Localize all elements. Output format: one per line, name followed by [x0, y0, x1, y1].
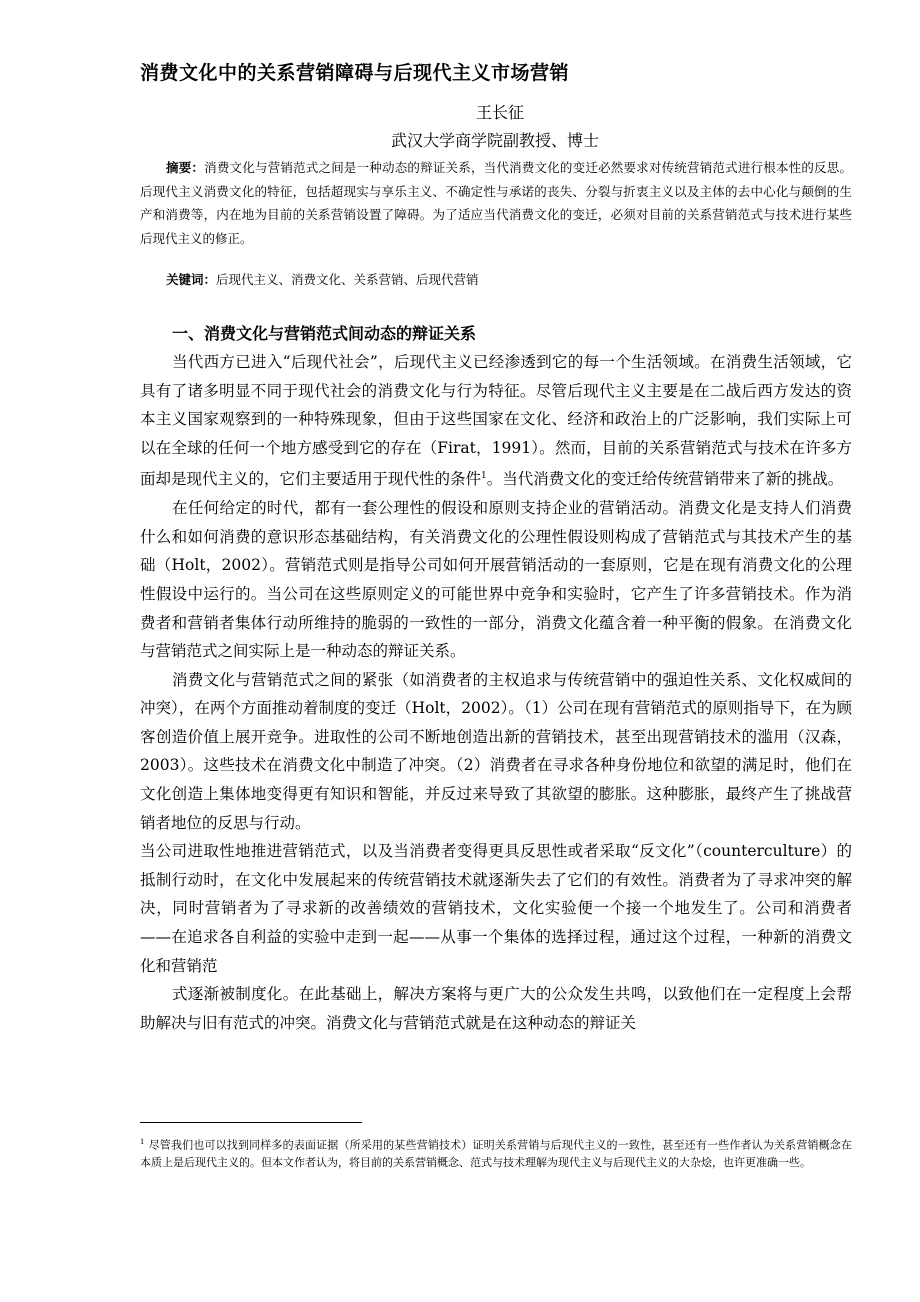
footnote-mark: 1: [140, 1138, 145, 1146]
footnote-text: 尽管我们也可以找到同样多的表面证据（所采用的某些营销技术）证明关系营销与后现代主义的一致性，甚至还有一些作者认为关系营销概念在本质上是后现代主义的。但本文作者认为，将目前的关系营销概念、范式与技术理解为现代主义与后现代主义的大杂烩，也许更准确一些。: [140, 1138, 852, 1170]
author-affiliation: 武汉大学商学院副教授、博士: [390, 131, 599, 150]
abstract-label: 摘要：: [166, 160, 205, 175]
section-heading: 一、消费文化与营销范式间动态的辩证关系: [172, 324, 477, 343]
keywords-text: 后现代主义、消费文化、关系营销、后现代营销: [216, 272, 479, 287]
paragraph-2: 在任何给定的时代，都有一套公理性的假设和原则支持企业的营销活动。消费文化是支持人们消费什么和如何消费的意识形态基础结构，有关消费文化的公理性假设则构成了营销范式与其技术产生的基础（Holt，2002）。营销范式则是指导公司如何开展营销活动的一套原则，它是在现有消费文化的公理性假设中运行的。当公司在这些原则定义的可能世界中竞争和实验时，它产生了许多营销技术。作为消费者和营销者集体行动所维持的脆弱的一致性的一部分，消费文化蕴含着一种平衡的假象。在消费文化与营销范式之间实际上是一种动态的辩证关系。: [140, 499, 852, 661]
paragraph-1: [140, 348, 852, 494]
paragraph-4: 当公司进取性地推进营销范式，以及当消费者变得更具反思性或者采取“反文化”（counterculture）的抵制行动时，在文化中发展起来的传统营销技术就逐渐失去了它们的有效性。消费者为了寻求冲突的解决，同时营销者为了寻求新的改善绩效的营销技术，文化实验便一个接一个地发生了。公司和消费者——在追求各自利益的实验中走到一起——从事一个集体的选择过程，通过这个过程，一种新的消费文化和营销范: [140, 842, 852, 975]
body-text: [140, 348, 852, 1037]
abstract-text: 消费文化与营销范式之间是一种动态的辩证关系，当代消费文化的变迁必然要求对传统营销范式进行根本性的反思。后现代主义消费文化的特征，包括超现实与享乐主义、不确定性与承诺的丧失、分裂与折衷主义以及主体的去中心化与颠倒的生产和消费等，内在地为目前的关系营销设置了障碍。为了适应当代消费文化的变迁，必须对目前的关系营销范式与技术进行某些后现代主义的修正。: [140, 160, 852, 246]
paragraph-1-text-a: 当代西方已进入“后现代社会”，后现代主义已经渗透到它的每一个生活领域。在消费生活领域，它具有了诸多明显不同于现代社会的消费文化与行为特征。尽管后现代主义主要是在二战后西方发达的资本主义国家观察到的一种特殊现象，但由于这些国家在文化、经济和政治上的广泛影响，我们实际上可以在全球的任何一个地方感受到它的存在（Firat，1991）。然而，目前的关系营销范式与技术在许多方面却是现代主义的，它们主要适用于现代性的条件: [140, 353, 852, 489]
keywords: [166, 270, 479, 288]
footnote: [140, 1134, 852, 1172]
footnote-divider: [140, 1122, 362, 1123]
paragraph-3: 消费文化与营销范式之间的紧张（如消费者的主权追求与传统营销中的强迫性关系、文化权威间的冲突），在两个方面推动着制度的变迁（Holt，2002）。（1）公司在现有营销范式的原则指导下，在为顾客创造价值上展开竞争。进取性的公司不断地创造出新的营销技术，甚至出现营销技术的滥用（汉森，2003）。这些技术在消费文化中制造了冲突。（2）消费者在寻求各种身份地位和欲望的满足时，他们在文化创造上集体地变得更有知识和智能，并反过来导致了其欲望的膨胀。这种膨胀，最终产生了挑战营销者地位的反思与行动。: [140, 670, 852, 832]
abstract: [140, 156, 852, 250]
paragraph-1-text-b: 。当代消费文化的变迁给传统营销带来了新的挑战。: [486, 470, 844, 489]
document-title: 消费文化中的关系营销障碍与后现代主义市场营销: [140, 62, 570, 84]
author-name: 王长征: [475, 103, 524, 122]
keywords-label: 关键词：: [166, 272, 217, 287]
footnote-reference[interactable]: 1: [481, 471, 487, 482]
paragraph-5: 式逐渐被制度化。在此基础上，解决方案将与更广大的公众发生共鸣，以致他们在一定程度上会帮助解决与旧有范式的冲突。消费文化与营销范式就是在这种动态的辩证关: [140, 985, 852, 1032]
